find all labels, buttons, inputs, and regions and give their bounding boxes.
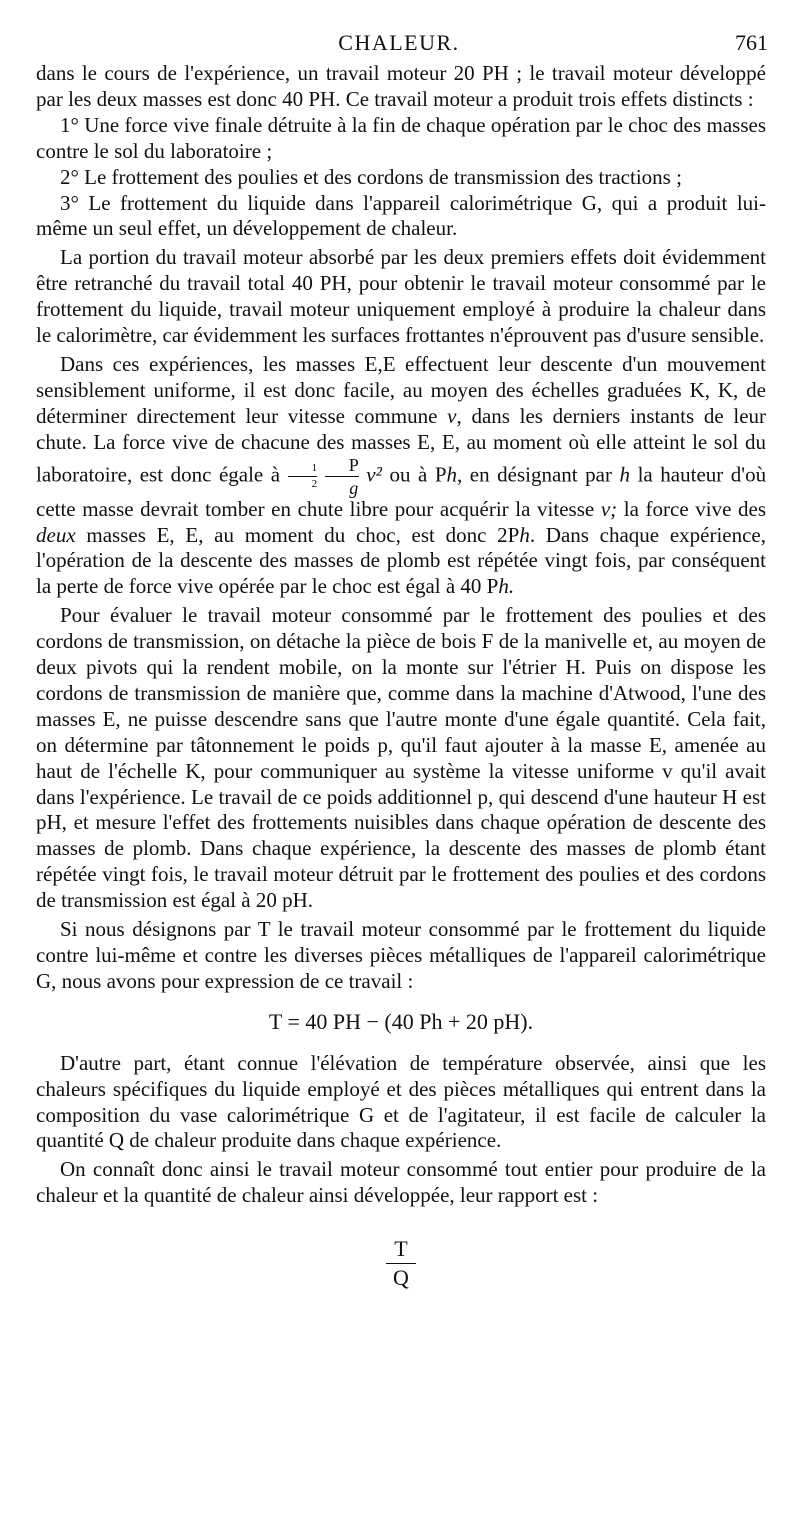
paragraph-travail-absorbe: La portion du travail moteur absorbé par les deux premiers effets doit évidemment être retranché du travail total 40 PH, pour obtenir le travail moteur consommé par le frottement du liquide, travail moteur uniquement employé à produire la chaleur dans le calorimètre, car évidemment les surfaces frottantes n'éprouvent pas d'usure sensible. — [36, 245, 766, 348]
paragraph-travail-t: Si nous désignons par T le travail moteur consommé par le frottement du liquide contre lui-même et contre les diverses pièces métalliques de l'appareil calorimétrique G, nous avons pour expression de ce travail : — [36, 917, 766, 993]
fraction-bar — [288, 476, 318, 477]
variable-v: v; — [600, 496, 618, 521]
list-item-1: 1° Une force vive finale détruite à la fin de chaque opération par le choc des masses contre le sol du laboratoire ; — [36, 112, 766, 163]
text-span: , en désignant par — [457, 461, 612, 486]
ratio-denominator: Q — [393, 1265, 409, 1291]
text-span: masses E, E, au moment du choc, est donc 2P — [86, 522, 520, 547]
variable-h: h. — [498, 574, 515, 599]
ratio-numerator: T — [394, 1236, 408, 1262]
page-number: 761 — [735, 30, 768, 55]
paragraph-rapport: On connaît donc ainsi le travail moteur consommé tout entier pour produire de la chaleur et la quantité de chaleur ainsi développée, leur rapport est : — [36, 1157, 766, 1208]
running-title: CHALEUR. — [338, 30, 460, 55]
variable-h: h — [446, 461, 458, 486]
list-item-3: 3° Le frottement du liquide dans l'appareil calorimétrique G, qui a produit lui-même un seul effet, un développement de chaleur. — [36, 190, 766, 241]
text-span: , dans les derniers instants de leur chute. La force vive de chacune des masses E, E, au moment où elle atteint le sol du laboratoire, est donc égale à — [36, 403, 767, 486]
fraction-denominator: 2 — [311, 477, 318, 490]
text-span: ou à P — [389, 461, 447, 486]
fraction-p-over-g — [325, 456, 359, 497]
fraction-denominator: g — [349, 477, 359, 498]
variable-v: v — [447, 403, 457, 428]
paragraph-chaleur-q: D'autre part, étant connue l'élévation de température observée, ainsi que les chaleurs spécifiques du liquide employé et des pièces métalliques qui entrent dans la composition du vase calorimétrique G et de l'agitateur, il est facile de calculer la quantité Q de chaleur produite dans chaque expérience. — [36, 1050, 766, 1153]
fraction-bar — [325, 476, 359, 477]
fraction-one-half — [288, 463, 318, 490]
list-item-2: 2° Le frottement des poulies et des cordons de transmission des tractions ; — [60, 164, 682, 189]
emphasis-deux: deux — [36, 522, 76, 547]
paragraph-frottement-poulies: Pour évaluer le travail moteur consommé par le frottement des poulies et des cordons de transmission, on détache la pièce de bois F de la manivelle et, au moyen de deux pivots qui la rendent mobile, on la monte sur l'étrier H. Puis on dispose les cordons de transmission de manière que, comme dans la machine d'Atwood, l'une des masses E, ne puisse descendre sans que l'autre monte d'une égale quantité. Cela fait, on détermine par tâtonnement le poids p, qu'il faut ajouter à la masse E, amenée au haut de l'échelle K, pour communiquer au système la vitesse uniforme v qu'il avait dans l'expérience. Le travail de ce poids additionnel p, qui descend d'une hauteur H est pH, et mesure l'effet des frottements nuisibles dans chaque opération de descente des masses de plomb. Dans chaque expérience, la descente des masses de plomb étant répétée vingt fois, le travail moteur détruit par le frottement des poulies et des cordons de transmission est égal à 20 pH. — [36, 603, 766, 913]
formula-t: T = 40 PH − (40 Ph + 20 pH). — [268, 1008, 534, 1034]
page-body — [36, 61, 766, 1290]
text-span: la force vive des — [623, 496, 767, 521]
page-header — [30, 30, 768, 60]
fraction-numerator: 1 — [311, 461, 318, 474]
ratio-t-over-q — [386, 1237, 416, 1290]
text-span: Dans ces expériences, les masses E,E effectuent leur descente d'un mouvement sensiblement uniforme, il est donc facile, au moyen des échelles graduées K, K, de déterminer directement leur vitesse commune — [36, 351, 766, 428]
paragraph-force-vive — [36, 352, 766, 600]
paragraph-continuation: dans le cours de l'expérience, un travail moteur 20 PH ; le travail moteur développé par les deux masses est donc 40 PH. Ce travail moteur a produit trois effets distincts : — [36, 61, 766, 111]
variable-h: h — [619, 461, 631, 486]
text-span: la hauteur d'où cette masse devrait tomber en chute libre pour acquérir la vitesse — [36, 461, 767, 521]
fraction-numerator: P — [348, 454, 359, 475]
variable-h: h — [519, 522, 530, 547]
ratio-bar — [386, 1263, 416, 1264]
variable-v-squared: v² — [366, 461, 382, 486]
text-span: . Dans chaque expérience, l'opération de la descente des masses de plomb est répétée vingt fois, par conséquent la perte de force vive opérée par le choc est égal à 40 P — [36, 522, 767, 599]
